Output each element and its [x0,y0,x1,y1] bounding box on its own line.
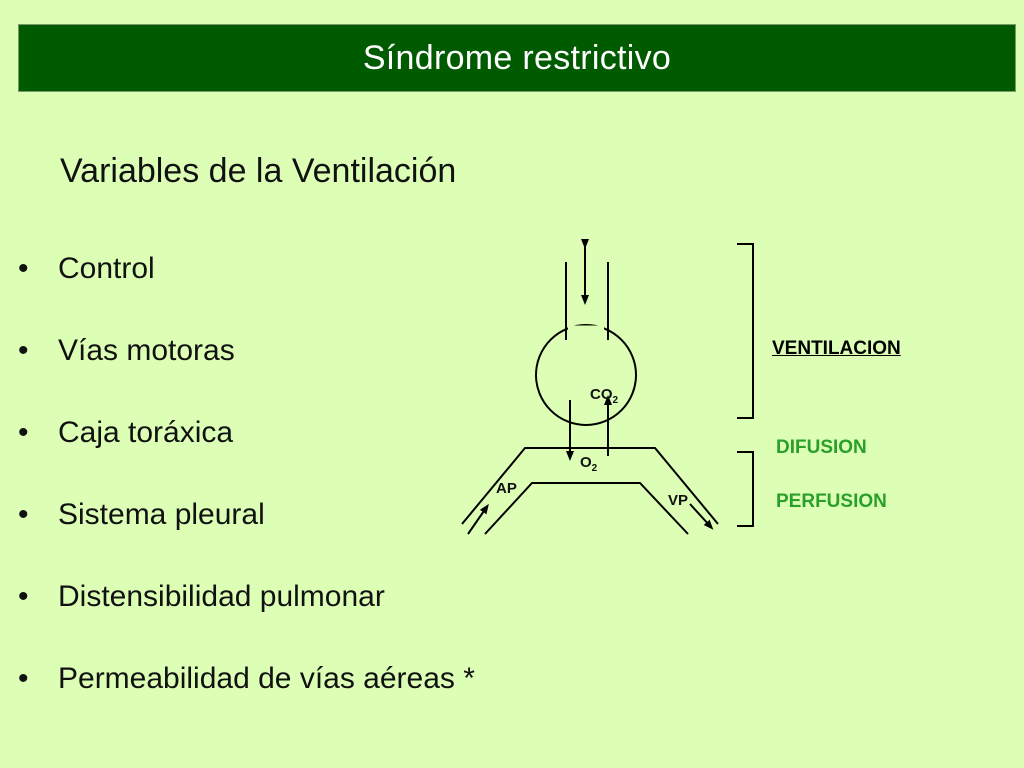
bullet-text: Vías motoras [58,334,235,367]
bullet-dot: • [18,498,29,531]
bullet-text: Permeabilidad de vías aéreas * [58,662,475,695]
bullet-dot: • [18,580,29,613]
o2-subscript: 2 [591,463,598,474]
subtitle: Variables de la Ventilación [60,152,457,190]
bullet-dot: • [18,416,29,449]
slide-title: Síndrome restrictivo [362,38,672,77]
blood-in-arrow [468,508,486,534]
co2-label [590,386,618,406]
perfusion-bracket [737,452,753,526]
bullet-text: Control [58,252,155,285]
ventilacion-label: VENTILACION [772,338,901,359]
alveolus [536,325,636,425]
ventilation-bracket [737,244,753,418]
bullet-dot: • [18,252,29,285]
o2-text: O [580,454,592,471]
blood-out-arrow [690,504,710,526]
ap-label: AP [496,480,517,497]
o2-label [580,454,597,474]
co2-subscript: 2 [612,395,619,406]
vp-label: VP [668,492,689,509]
bullet-dot: • [18,662,29,695]
bullet-text: Distensibilidad pulmonar [58,580,385,613]
bullet-text: Caja toráxica [58,416,234,449]
co2-text: CO [590,386,613,403]
bullet-text: Sistema pleural [58,498,265,531]
bullet-dot: • [18,334,29,367]
perfusion-label: PERFUSION [776,491,887,512]
difusion-label: DIFUSION [776,437,867,458]
